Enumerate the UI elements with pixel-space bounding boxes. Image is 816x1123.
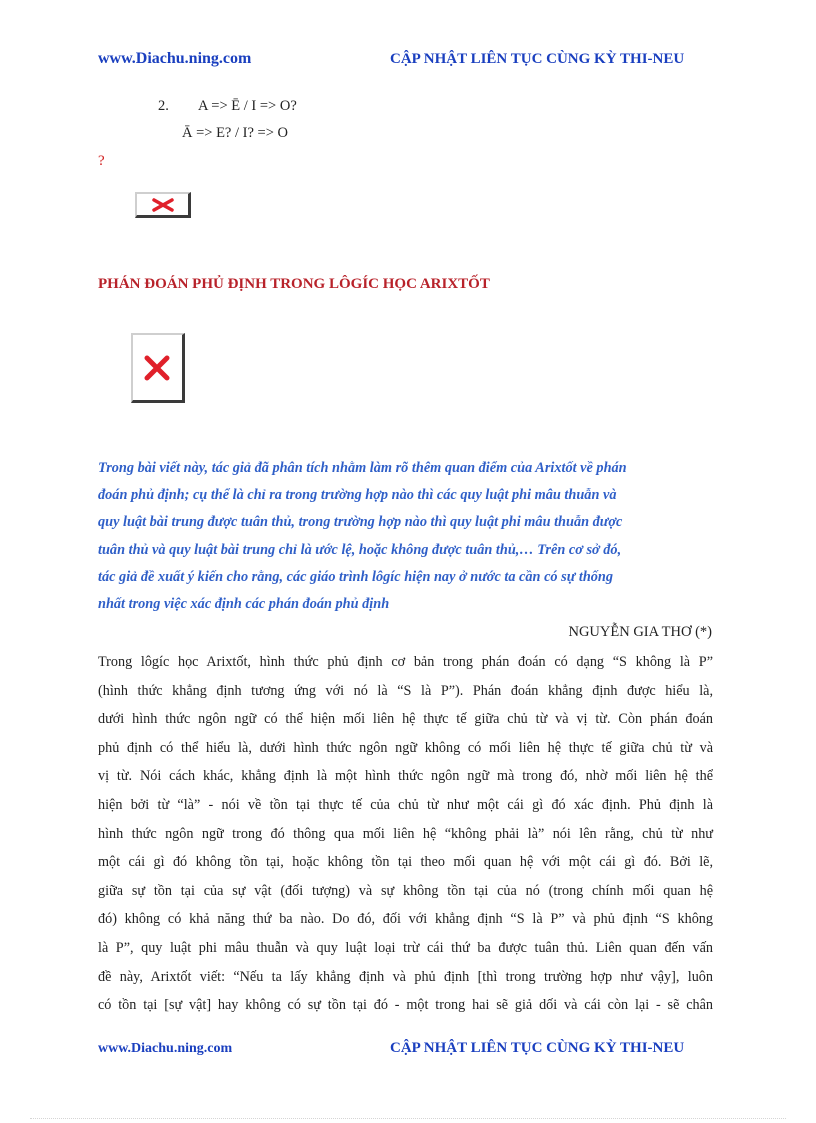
question-mark: ?: [98, 153, 105, 169]
formula-line-2: Ā => E? / I? => O: [182, 125, 288, 141]
body-line: có tồn tại [sự vật] hay không có sự tồn tại đó - một trong hai sẽ giả dối và cái còn lại - sẽ chân: [98, 997, 713, 1014]
formula-number: 2.: [158, 98, 169, 114]
abstract-line: tác giả đề xuất ý kiến cho rằng, các giáo trình lôgíc hiện nay ở nước ta cần có sự thống: [98, 568, 614, 585]
body-line: Trong lôgíc học Arixtốt, hình thức phủ định cơ bản trong phán đoán có dạng “S không là P”: [98, 654, 713, 670]
body-line: (hình thức khẳng định tương ứng với nó là “S là P”). Phán đoán khẳng định được hiểu là,: [98, 682, 713, 699]
body-line: là P”, quy luật phi mâu thuẫn và quy luật loại trừ cái thứ ba được tuân thủ. Liên quan đến vấn: [98, 939, 713, 956]
body-line: hiện bởi từ “là” - nói về tồn tại thực tế của chủ từ như một cái gì đó xác định. Phủ định là: [98, 796, 713, 813]
body-line: dưới hình thức ngôn ngữ có thể hiện mối liên hệ thực tế giữa chủ từ và vị từ. Còn phán đoán: [98, 711, 713, 728]
article-abstract: [98, 455, 713, 618]
abstract-line: đoán phủ định; cụ thể là chỉ ra trong trường hợp nào thì các quy luật phi mâu thuẫn và: [98, 487, 617, 504]
abstract-line: nhất trong việc xác định các phán đoán phủ định: [98, 596, 390, 613]
footer-tagline: CẬP NHẬT LIÊN TỤC CÙNG KỲ THI-NEU: [390, 1040, 685, 1056]
section-title: PHÁN ĐOÁN PHỦ ĐỊNH TRONG LÔGÍC HỌC ARIXTỐT: [98, 276, 490, 292]
broken-image-icon: [135, 192, 191, 218]
body-line: đề này, Arixtốt viết: “Nếu ta lấy khẳng định và phủ định [thì trong trường hợp như vậy], luôn: [98, 968, 713, 985]
header-tagline: CẬP NHẬT LIÊN TỤC CÙNG KỲ THI-NEU: [390, 51, 685, 67]
body-line: một cái gì đó không tồn tại, hoặc không tồn tại theo mối quan hệ với một cái gì đó. Bởi lẽ,: [98, 854, 713, 871]
abstract-line: quy luật bài trung được tuân thủ, trong trường hợp nào thì quy luật phi mâu thuẫn được: [98, 514, 623, 531]
body-line: vị từ. Nói cách khác, khẳng định là một hình thức ngôn ngữ mà trong đó, nhờ mối liên hệ thể: [98, 768, 713, 785]
body-line: hình thức ngôn ngữ trong đó thông qua mối liên hệ “không phải là” nói lên rằng, chủ từ như: [98, 825, 713, 842]
formula-line-1: A => Ē / I => O?: [198, 98, 297, 114]
body-line: phủ định có thể hiểu là, dưới hình thức ngôn ngữ không có mối liên hệ thực tế giữa chủ từ và: [98, 739, 713, 756]
page-bottom-divider: [30, 1118, 786, 1119]
header-site-link[interactable]: www.Diachu.ning.com: [98, 50, 252, 67]
broken-image-icon: [131, 333, 185, 403]
author-name: NGUYỄN GIA THƠ (*): [568, 624, 712, 640]
abstract-line: tuân thủ và quy luật bài trung chỉ là ước lệ, hoặc không được tuân thủ,… Trên cơ sở đó,: [98, 541, 622, 558]
body-line: đó) không có khả năng thứ ba nào. Do đó, đối với khẳng định “S là P” và phủ định “S không: [98, 911, 713, 928]
article-body: [98, 648, 713, 1020]
footer-site-link[interactable]: www.Diachu.ning.com: [98, 1041, 233, 1056]
abstract-line: Trong bài viết này, tác giả đã phân tích nhằm làm rõ thêm quan điểm của Arixtốt về phán: [98, 460, 627, 476]
body-line: giữa sự tồn tại của sự vật (đối tượng) và sự không tồn tại của nó (trong chính mối quan hệ: [98, 882, 713, 899]
